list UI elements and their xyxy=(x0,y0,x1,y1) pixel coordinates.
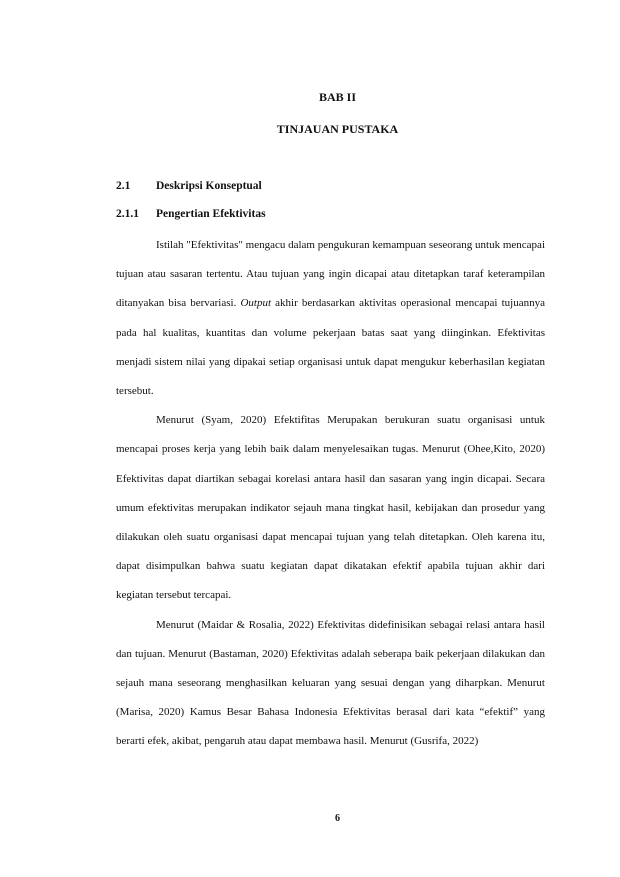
paragraph-1-part-1: Istilah "Efektivitas" mengacu dalam pengukuran kemampuan seseorang untuk mencapai tujuan atau sasaran tertentu. Atau tujuan yang ingin dicapai atau ditetapkan taraf keterampilan ditanyakan bisa bervariasi. xyxy=(116,239,545,310)
subsection-number: 2.1.1 xyxy=(116,208,139,220)
body-text xyxy=(116,231,545,757)
paragraph-1-italic-term: Output xyxy=(240,297,272,310)
page-number: 6 xyxy=(335,813,340,824)
section-heading xyxy=(116,180,262,192)
paragraph-1-part-2: akhir berdasarkan aktivitas operasional mencapai tujuannya pada hal kualitas, kuantitas dan volume pekerjaan batas saat yang diinginkan. Efektivitas menjadi sistem nilai yang dipakai setiap organisasi untuk dapat mengukur keberhasilan kegiatan tersebut. xyxy=(116,297,545,398)
chapter-title: TINJAUAN PUSTAKA xyxy=(276,122,399,136)
paragraph-2: Menurut (Syam, 2020) Efektifitas Merupakan berukuran suatu organisasi untuk mencapai proses kerja yang lebih baik dalam menyelesaikan tugas. Menurut (Ohee,Kito, 2020) Efektivitas dapat diartikan sebagai korelasi antara hasil dan sasaran yang ingin dicapai. Secara umum efektivitas merupakan indikator sejauh mana tingkat hasil, kebijakan dan prosedur yang dilakukan oleh suatu organisasi dapat mencapai tujuan yang telah ditetapkan. Oleh karena itu, dapat disimpulkan bahwa suatu kegiatan dapat dikatakan efektif apabila tujuan akhir dari kegiatan tersebut tercapai. xyxy=(116,414,545,602)
subsection-label: Pengertian Efektivitas xyxy=(156,208,266,220)
paragraph-1 xyxy=(116,231,545,406)
section-label: Deskripsi Konseptual xyxy=(156,180,262,192)
subsection-heading xyxy=(116,208,266,220)
chapter-heading: BAB II xyxy=(318,90,356,104)
section-number: 2.1 xyxy=(116,180,131,192)
paragraph-3: Menurut (Maidar & Rosalia, 2022) Efektivitas didefinisikan sebagai relasi antara hasil dan tujuan. Menurut (Bastaman, 2020) Efektivitas adalah seberapa baik pekerjaan dilakukan dan sejauh mana seseorang menghasilkan keluaran yang sesuai dengan yang diharpkan. Menurut (Marisa, 2020) Kamus Besar Bahasa Indonesia Efektivitas berasal dari kata “efektif” yang berarti efek, akibat, pengaruh atau dapat membawa hasil. Menurut (Gusrifa, 2022) xyxy=(116,618,545,748)
